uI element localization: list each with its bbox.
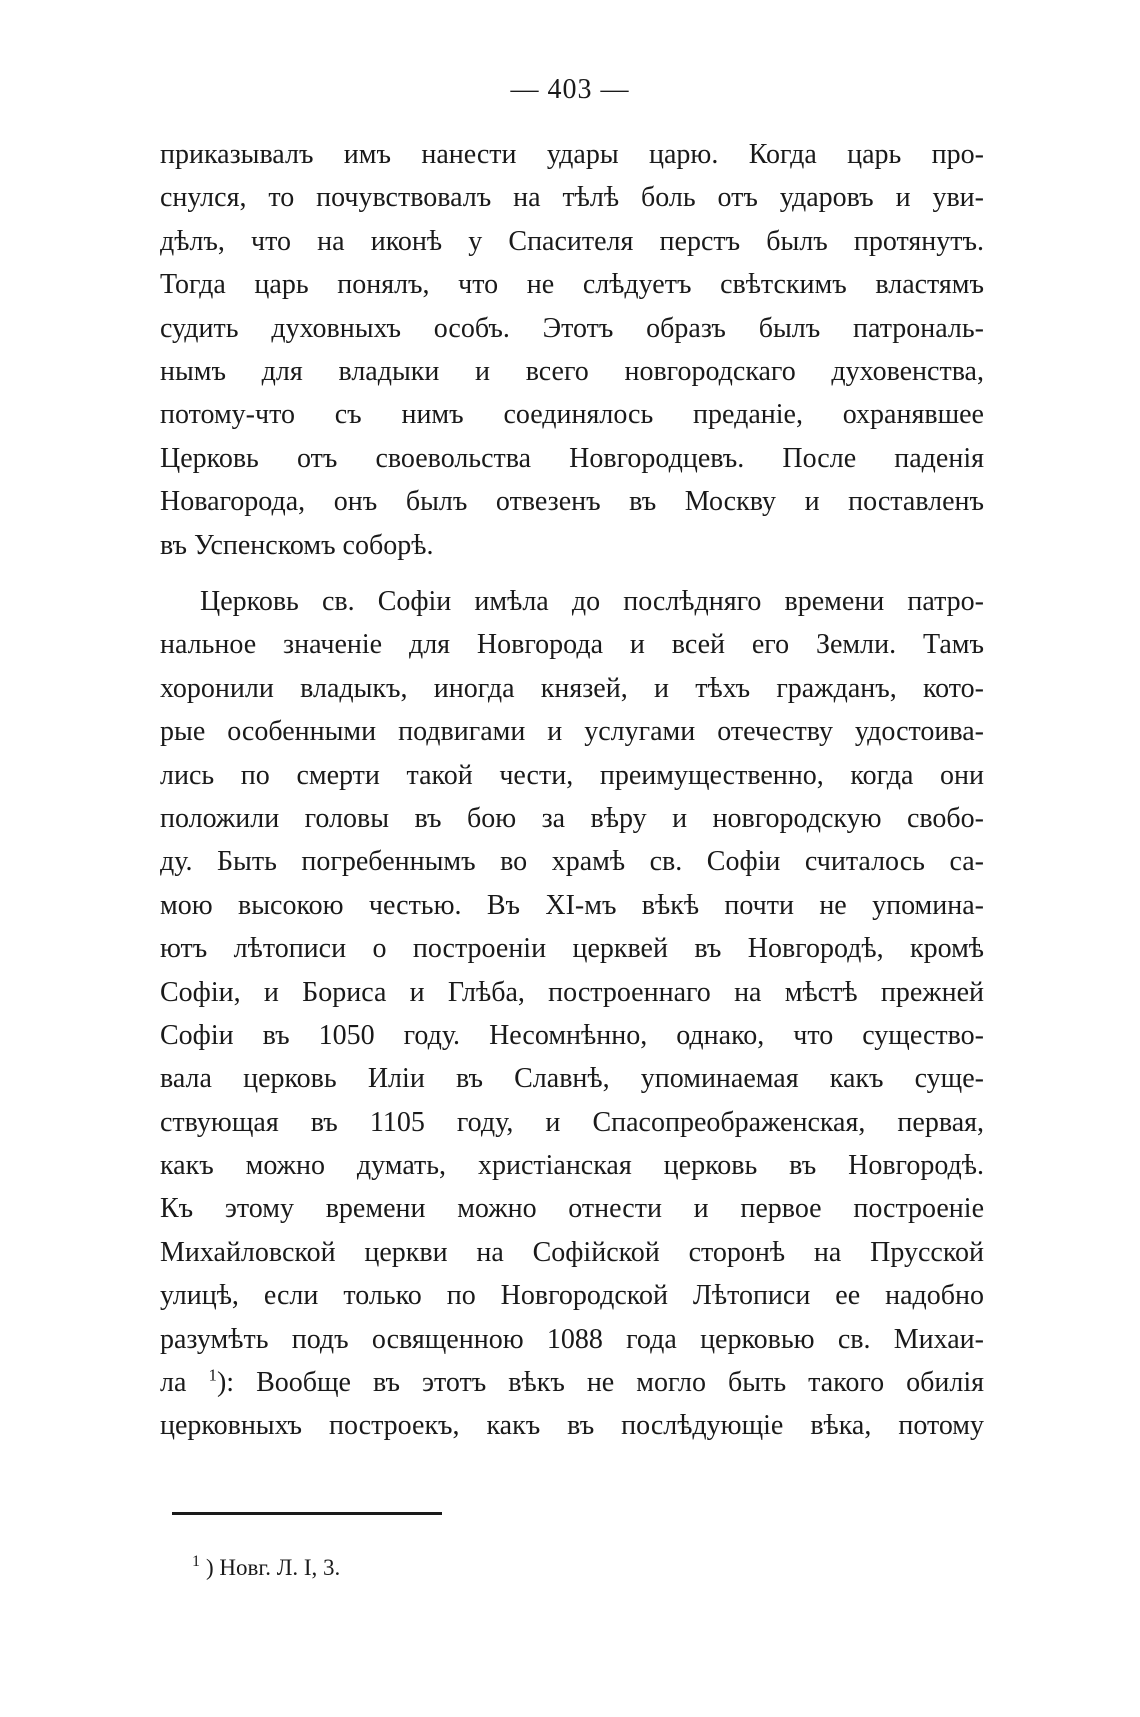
text-line: мою высокою честью. Въ XI-мъ вѣкѣ почти не упомина- <box>160 889 984 921</box>
text-line: ду. Быть погребеннымъ во храмѣ св. Софіи считалось са- <box>160 846 984 878</box>
text-line: въ Успенскомъ соборѣ. <box>160 529 434 561</box>
text-line: снулся, то почувствовалъ на тѣлѣ боль отъ ударовъ и уви- <box>160 182 984 214</box>
text-line: какъ можно думать, христіанская церковь въ Новгородѣ. <box>160 1150 984 1182</box>
text-line: улицѣ, если только по Новгородской Лѣтописи ее надобно <box>160 1280 984 1312</box>
text-line: рые особенными подвигами и услугами отечеству удостоива- <box>160 716 984 748</box>
text-line: нальное значеніе для Новгорода и всей его Земли. Тамъ <box>160 629 984 661</box>
footnote-divider <box>172 1512 442 1515</box>
text-line: разумѣть подъ освященною 1088 года церковью св. Михаи- <box>160 1323 984 1355</box>
text-line-with-footnote <box>160 1361 984 1404</box>
text-line: судить духовныхъ особъ. Этотъ образъ былъ патрональ- <box>160 312 984 344</box>
paragraph-1 <box>160 133 984 567</box>
text-fragment: ла <box>160 1367 187 1399</box>
text-line: Софіи въ 1050 году. Несомнѣнно, однако, что существо- <box>160 1019 984 1051</box>
text-line: Софіи, и Бориса и Глѣба, построеннаго на мѣстѣ прежней <box>160 976 984 1008</box>
text-fragment: ): Вообще въ этотъ вѣкъ не могло быть такого обилія <box>216 1367 984 1399</box>
text-line: Тогда царь понялъ, что не слѣдуетъ свѣтскимъ властямъ <box>160 269 984 301</box>
footnote-text: ) Новг. Л. I, 3. <box>206 1555 341 1580</box>
text-line: Новагорода, онъ былъ отвезенъ въ Москву и поставленъ <box>160 486 984 518</box>
text-line: Къ этому времени можно отнести и первое построеніе <box>160 1193 984 1225</box>
text-line: Церковь отъ своевольства Новгородцевъ. После паденія <box>160 442 984 474</box>
text-line: церковныхъ построекъ, какъ въ послѣдующіе вѣка, потому <box>160 1410 984 1442</box>
text-line: Михайловской церкви на Софійской сторонѣ на Прусской <box>160 1236 984 1268</box>
page-number: — 403 — <box>510 74 630 105</box>
text-line: приказывалъ имъ нанести удары царю. Когда царь про- <box>160 139 984 170</box>
text-line: ствующая въ 1105 году, и Спасопреображенская, первая, <box>160 1106 984 1138</box>
footnote <box>192 1553 340 1583</box>
text-line: положили головы въ бою за вѣру и новгородскую свобо- <box>160 802 984 834</box>
text-line: вала церковь Иліи въ Славнѣ, упоминаемая какъ суще- <box>160 1063 984 1095</box>
footnote-mark: 1 <box>192 1553 200 1571</box>
text-line: потому-что съ нимъ соединялось преданіе, охранявшее <box>160 399 984 431</box>
footnote-reference[interactable]: 1 <box>208 1365 217 1385</box>
text-line: дѣлъ, что на иконѣ у Спасителя перстъ былъ протянутъ. <box>160 225 984 257</box>
text-line: ютъ лѣтописи о построеніи церквей въ Новгородѣ, кромѣ <box>160 933 984 965</box>
text-line: нымъ для владыки и всего новгородскаго духовенства, <box>160 355 984 387</box>
text-line: хоронили владыкъ, иногда князей, и тѣхъ гражданъ, кото- <box>160 672 984 704</box>
paragraph-2 <box>160 580 984 1448</box>
text-line: Церковь св. Софіи имѣла до послѣдняго времени патро- <box>200 586 984 617</box>
text-line: лись по смерти такой чести, преимущественно, когда они <box>160 759 984 791</box>
